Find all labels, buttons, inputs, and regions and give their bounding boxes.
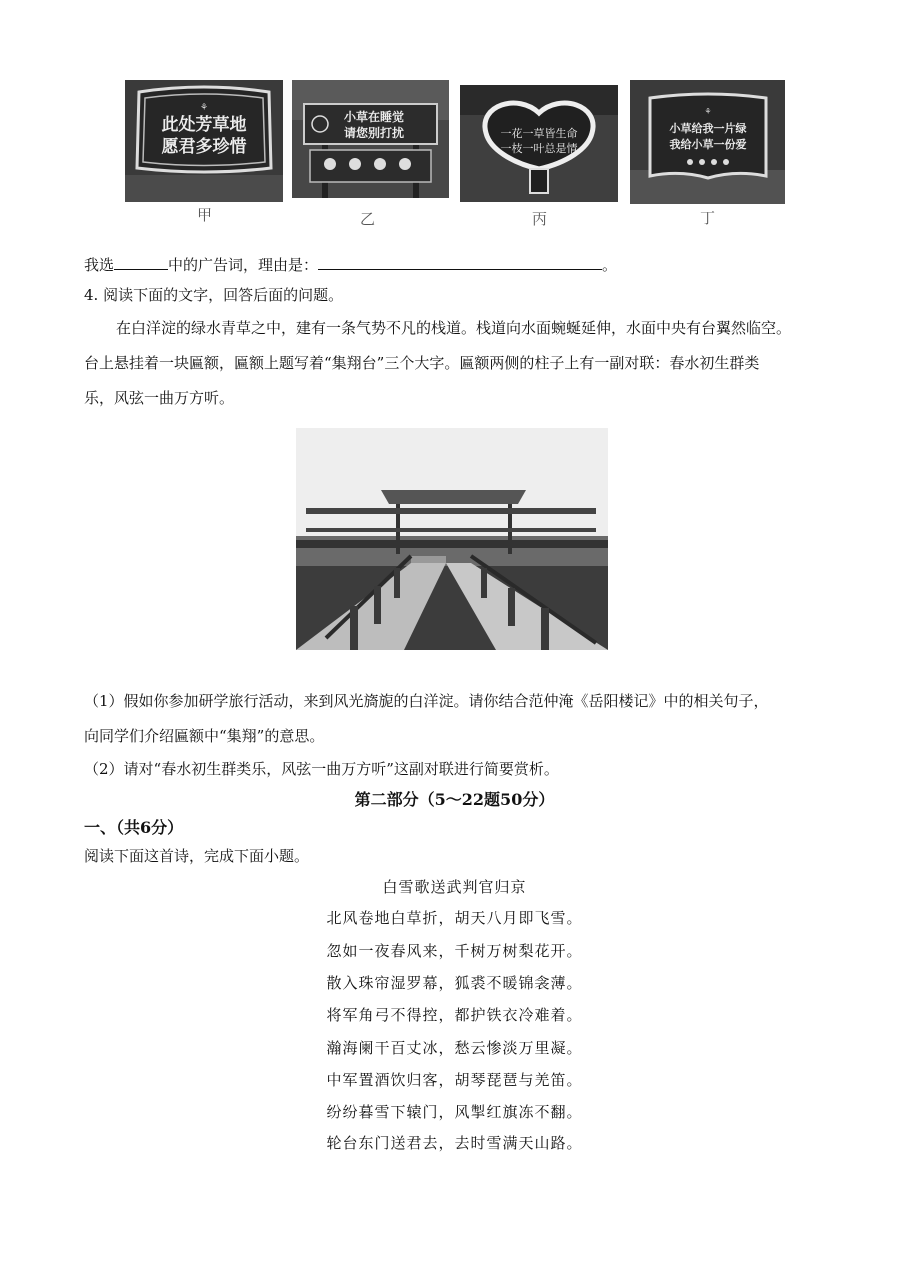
boardwalk-photo bbox=[296, 428, 608, 650]
q3-choice-blank[interactable] bbox=[114, 253, 168, 270]
sign-photo-ding bbox=[630, 80, 785, 204]
caption-ding: 丁 bbox=[700, 209, 716, 227]
sign-bing-line-1: 一花一草皆生命 bbox=[500, 127, 578, 140]
poem-instruction: 阅读下面这首诗，完成下面小题。 bbox=[84, 847, 310, 865]
sign-photo-jia bbox=[125, 80, 283, 202]
poem-title: 白雪歌送武判官归京 bbox=[382, 878, 527, 896]
poem-line-1: 北风卷地白草折，胡天八月即飞雪。 bbox=[326, 909, 583, 927]
sign-jia-line-1: 此处芳草地 bbox=[161, 115, 247, 135]
poem-line-5: 瀚海阑干百丈冰，愁云惨淡万里凝。 bbox=[326, 1039, 583, 1057]
section-one-heading: 一、（共6分） bbox=[84, 818, 184, 837]
sign-ding-line-2: 我给小草一份爱 bbox=[669, 138, 747, 151]
poem-line-8: 轮台东门送君去，去时雪满天山路。 bbox=[326, 1134, 583, 1152]
q4-para-line-2: 台上悬挂着一块匾额，匾额上题写着“集翔台”三个大字。匾额两侧的柱子上有一副对联：春水初生群类 bbox=[84, 354, 760, 372]
sign-yi-line-1: 小草在睡觉 bbox=[343, 110, 405, 124]
q4-sub1-line-2: 向同学们介绍匾额中“集翔”的意思。 bbox=[84, 727, 325, 745]
caption-jia: 甲 bbox=[197, 206, 213, 224]
q3-middle: 中的广告词，理由是： bbox=[168, 256, 319, 274]
q3-suffix: 。 bbox=[602, 256, 618, 274]
svg-text:⚘: ⚘ bbox=[704, 107, 712, 116]
q4-sub2: （2）请对“春水初生群类乐，风弦一曲万方听”这副对联进行简要赏析。 bbox=[84, 760, 559, 778]
caption-bing: 丙 bbox=[532, 210, 548, 228]
q4-sub1-line-1: （1）假如你参加研学旅行活动，来到风光旖旎的白洋淀。请你结合范仲淹《岳阳楼记》中的相关句子， bbox=[84, 692, 769, 710]
q3-prefix: 我选 bbox=[84, 256, 115, 274]
caption-yi: 乙 bbox=[360, 210, 376, 228]
sign-ding-line-1: 小草给我一片绿 bbox=[669, 122, 747, 135]
q3-answer-line bbox=[84, 253, 617, 276]
sign-bing-line-2: 一枝一叶总是情 bbox=[500, 142, 578, 155]
sign-yi-line-2: 请您别打扰 bbox=[343, 126, 405, 140]
sign-photo-bing bbox=[460, 85, 618, 202]
poem-line-7: 纷纷暮雪下辕门，风掣红旗冻不翻。 bbox=[326, 1103, 583, 1121]
sign-jia-line-2: 愿君多珍惜 bbox=[161, 137, 247, 157]
poem-line-4: 将军角弓不得控，都护铁衣冷难着。 bbox=[326, 1006, 583, 1024]
q3-reason-blank[interactable] bbox=[318, 253, 602, 270]
poem-line-2: 忽如一夜春风来，千树万树梨花开。 bbox=[326, 942, 583, 960]
q4-title: 4. 阅读下面的文字，回答后面的问题。 bbox=[84, 286, 344, 304]
q4-para-line-3: 乐，风弦一曲万方听。 bbox=[84, 389, 235, 407]
poem-line-3: 散入珠帘湿罗幕，狐裘不暖锦衾薄。 bbox=[326, 974, 583, 992]
sign-photo-yi bbox=[292, 80, 449, 198]
part2-title: 第二部分（5～22题50分） bbox=[354, 790, 555, 809]
svg-text:⚘: ⚘ bbox=[199, 103, 209, 113]
poem-line-6: 中军置酒饮归客，胡琴琵琶与羌笛。 bbox=[326, 1071, 583, 1089]
q4-para-line-1: 在白洋淀的绿水青草之中，建有一条气势不凡的栈道。栈道向水面蜿蜒延伸，水面中央有台翼然临空。 bbox=[116, 319, 792, 337]
